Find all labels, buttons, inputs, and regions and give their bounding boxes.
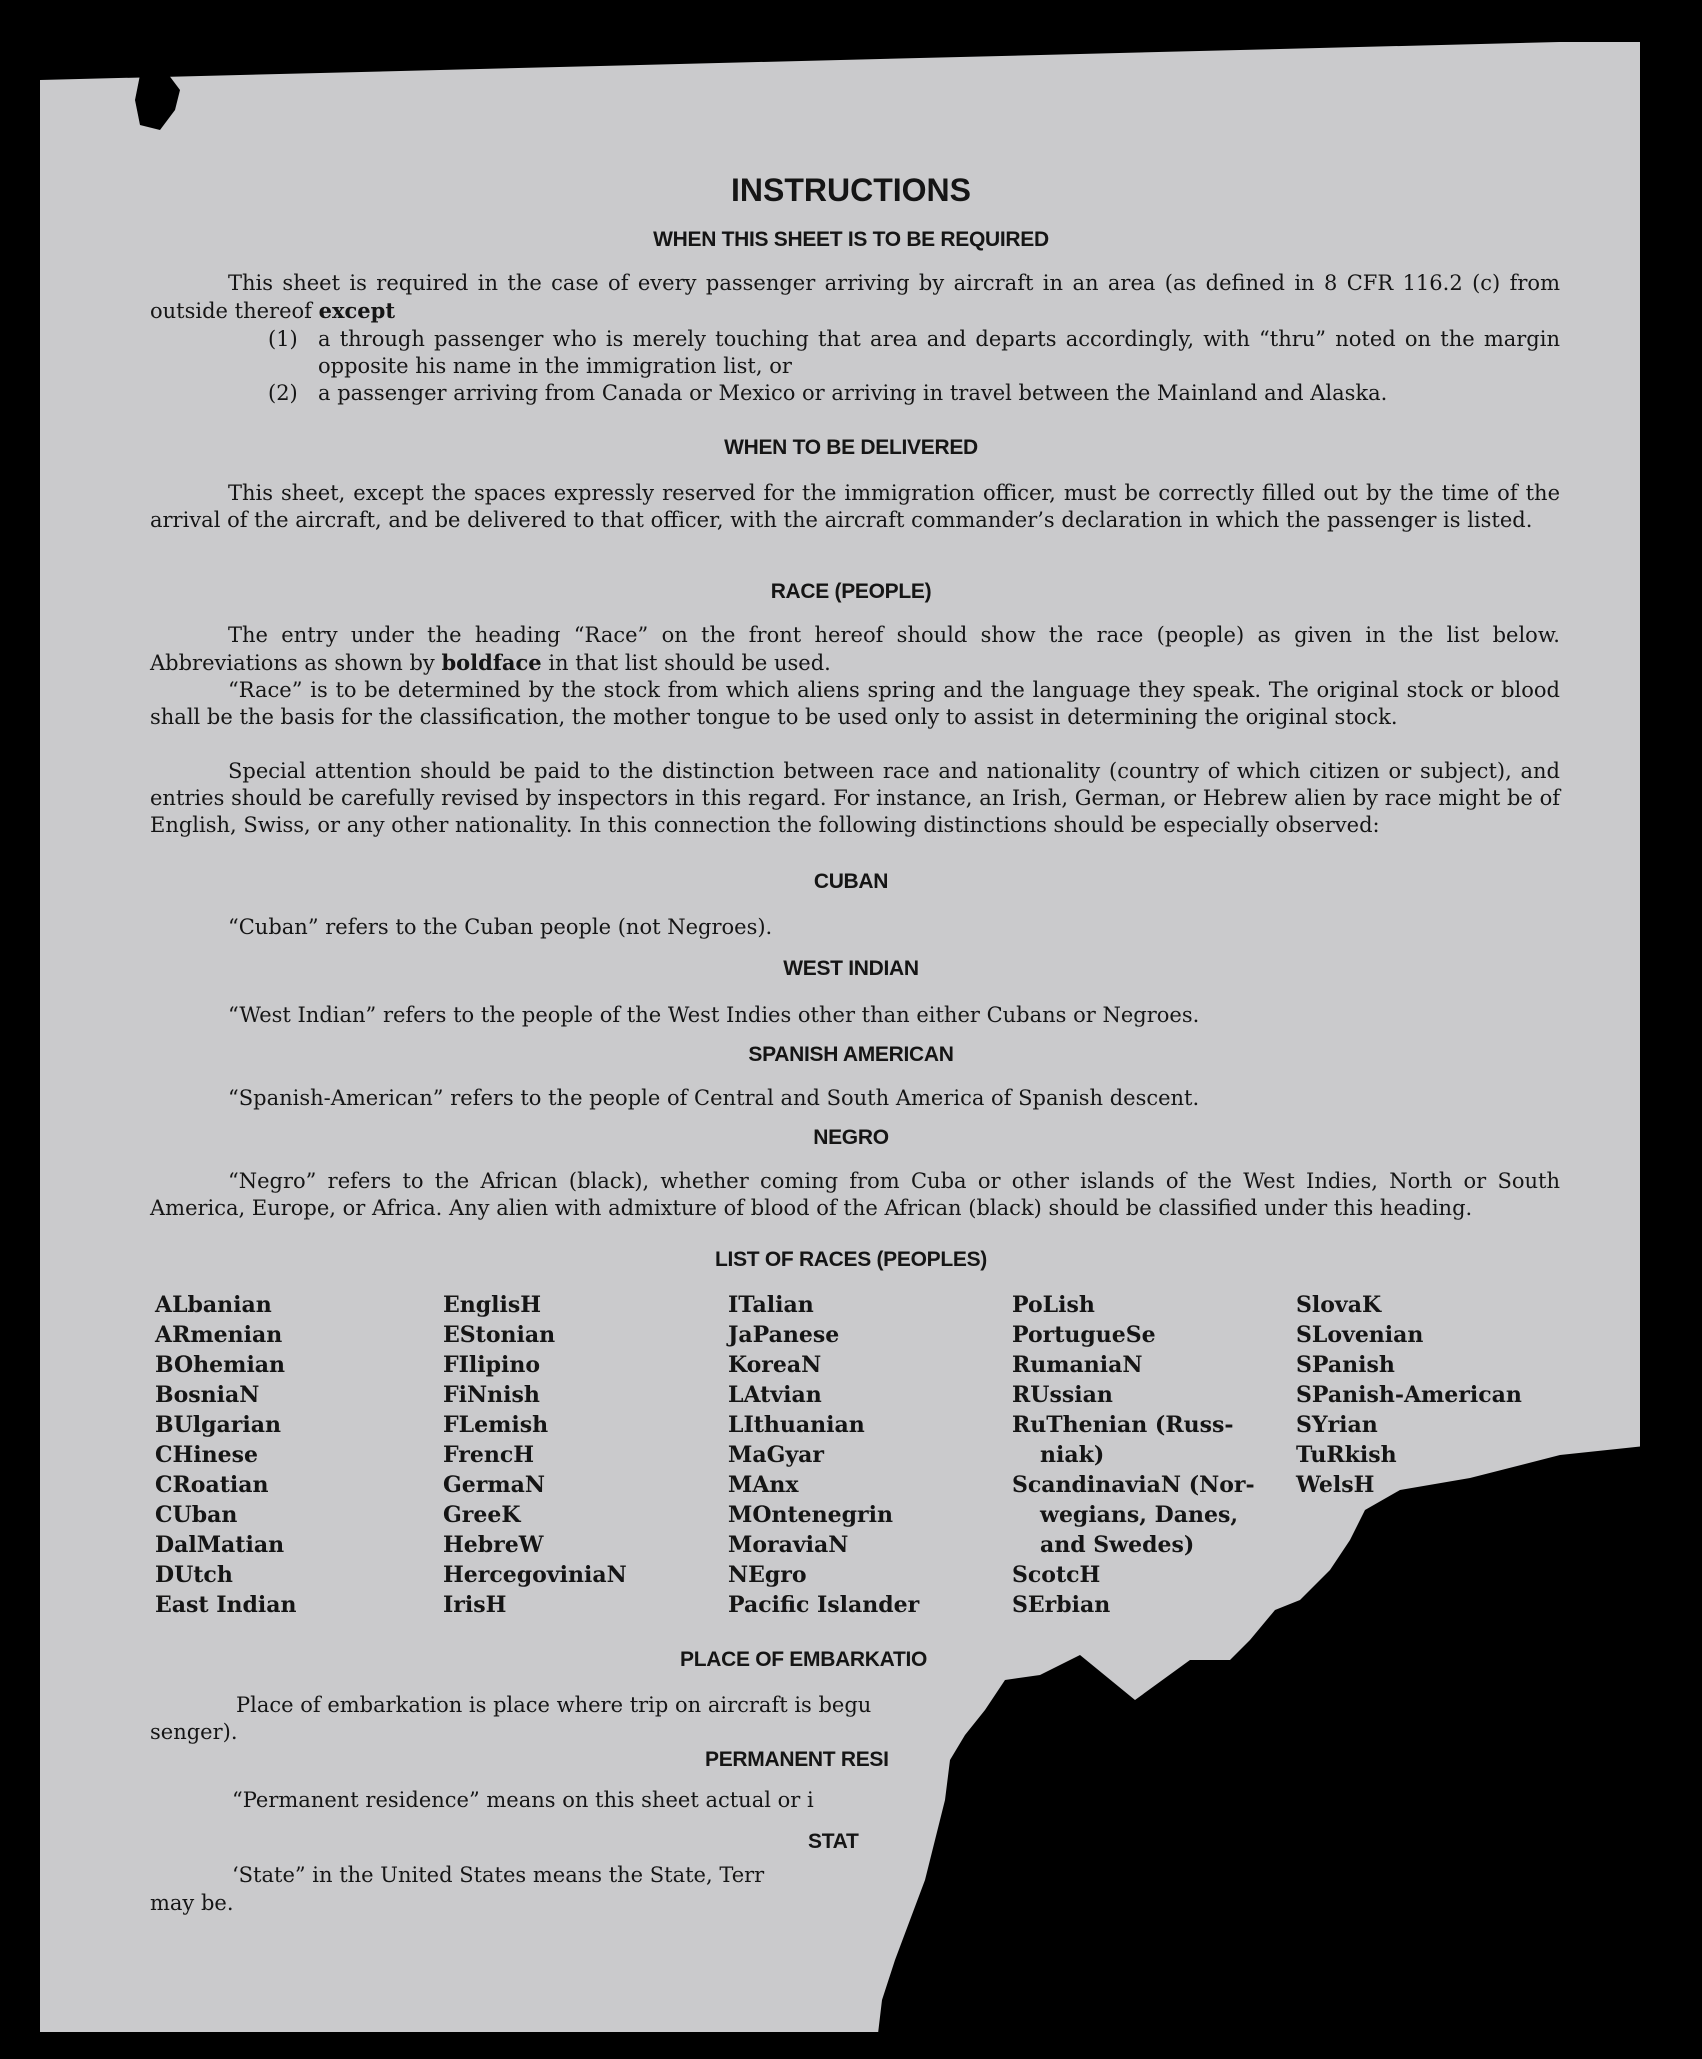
heading-cuban: CUBAN bbox=[813, 870, 889, 893]
heading-when-required: WHEN THIS SHEET IS TO BE REQUIRED bbox=[653, 228, 1049, 251]
heading-list-of-races: LIST OF RACES (PEOPLES) bbox=[715, 1248, 987, 1271]
race-entry: DUtch bbox=[155, 1562, 233, 1588]
race-entry: RUssian bbox=[1012, 1382, 1113, 1408]
race-entry: PoLish bbox=[1012, 1292, 1095, 1318]
race-entry: FiNnish bbox=[443, 1382, 540, 1408]
race-entry: ARmenian bbox=[155, 1322, 283, 1348]
heading-spanish-american: SPANISH AMERICAN bbox=[748, 1043, 954, 1066]
intro-text: This sheet is required in the case of every passenger arriving by aircraft in an area (as defined in 8 CFR 116.2 (c) from outside thereof bbox=[150, 271, 1560, 323]
para-embarkation-2: senger). bbox=[150, 1720, 238, 1744]
race-column-3 bbox=[728, 1290, 919, 1620]
para-state-2: may be. bbox=[150, 1891, 234, 1915]
race-entry: JaPanese bbox=[728, 1322, 840, 1348]
race-entry: WelsH bbox=[1296, 1472, 1375, 1498]
race-entry: niak) bbox=[1040, 1442, 1105, 1468]
race-entry: Pacific Islander bbox=[728, 1592, 920, 1618]
item1-num: (1) bbox=[268, 327, 298, 351]
race-entry: MAnx bbox=[728, 1472, 799, 1498]
race-entry: RuThenian (Russ- bbox=[1012, 1412, 1234, 1438]
race-entry: ALbanian bbox=[155, 1292, 272, 1318]
race-column-1 bbox=[155, 1290, 297, 1620]
heading-embarkation: PLACE OF EMBARKATIO bbox=[680, 1648, 928, 1671]
race-entry: IrisH bbox=[443, 1592, 507, 1618]
race-entry: SYrian bbox=[1296, 1412, 1378, 1438]
race-entry: ITalian bbox=[728, 1292, 814, 1318]
para-state-1: ‘State” in the United States means the State, Terr bbox=[232, 1863, 765, 1887]
race-entry: HebreW bbox=[443, 1532, 544, 1558]
race-entry: ScandinaviaN (Nor- bbox=[1012, 1472, 1255, 1498]
race-entry: EnglisH bbox=[443, 1292, 542, 1318]
race-column-5 bbox=[1296, 1290, 1522, 1500]
race-entry: TuRkish bbox=[1296, 1442, 1397, 1468]
race-entry: CHinese bbox=[155, 1442, 259, 1468]
heading-state: STAT bbox=[808, 1830, 859, 1853]
race-entry: DalMatian bbox=[155, 1532, 285, 1558]
race-entry: MOntenegrin bbox=[728, 1502, 893, 1528]
para-when-delivered: This sheet, except the spaces expressly reserved for the immigration officer, must be correctly filled out by the time of the arrival of the aircraft, and be delivered to that officer, with the aircraft commander’s declaration in which the passenger is listed. bbox=[150, 481, 1560, 532]
race-entry: and Swedes) bbox=[1040, 1532, 1195, 1558]
race-entry: LAtvian bbox=[728, 1382, 822, 1408]
race-entry: BosniaN bbox=[155, 1382, 260, 1408]
race-entry: LIthuanian bbox=[728, 1412, 865, 1438]
race-entry: wegians, Danes, bbox=[1040, 1502, 1238, 1528]
race-entry: FrencH bbox=[443, 1442, 534, 1468]
para-race-1 bbox=[150, 622, 1560, 677]
race-p1a: The entry under the heading “Race” on the front hereof should show the race (people) as given in the list below. Abbreviations as shown by bbox=[150, 623, 1560, 675]
race-entry: FIlipino bbox=[443, 1352, 541, 1378]
race-entry: RumaniaN bbox=[1012, 1352, 1143, 1378]
para-west-indian: “West Indian” refers to the people of the West Indies other than either Cubans or Negroes. bbox=[228, 1003, 1200, 1027]
race-entry: KoreaN bbox=[728, 1352, 822, 1378]
race-entry: CRoatian bbox=[155, 1472, 269, 1498]
para-race-2: “Race” is to be determined by the stock from which aliens spring and the language they speak. The original stock or blood shall be the basis for the classification, the mother tongue to be used only to assist in determining the original stock. bbox=[150, 678, 1560, 729]
heading-residence: PERMANENT RESI bbox=[705, 1748, 889, 1771]
race-entry: MoraviaN bbox=[728, 1532, 849, 1558]
race-entry: BOhemian bbox=[155, 1352, 286, 1378]
race-entry: SErbian bbox=[1012, 1592, 1111, 1618]
race-column-2 bbox=[443, 1290, 627, 1620]
heading-negro: NEGRO bbox=[813, 1126, 889, 1149]
race-entry: MaGyar bbox=[728, 1442, 825, 1468]
para-embarkation-1: Place of embarkation is place where trip on aircraft is begu bbox=[236, 1693, 872, 1717]
race-entry: BUlgarian bbox=[155, 1412, 281, 1438]
page-title: INSTRUCTIONS bbox=[731, 172, 971, 208]
race-entry: FLemish bbox=[443, 1412, 549, 1438]
heading-when-delivered: WHEN TO BE DELIVERED bbox=[724, 436, 978, 459]
para-spanish-american: “Spanish-American” refers to the people of Central and South America of Spanish descent. bbox=[228, 1086, 1200, 1110]
race-entry: SPanish bbox=[1296, 1352, 1395, 1378]
para-residence: “Permanent residence” means on this sheet actual or i bbox=[232, 1788, 814, 1812]
race-entry: SLovenian bbox=[1296, 1322, 1424, 1348]
race-column-4 bbox=[1012, 1290, 1255, 1620]
race-entry: NEgro bbox=[728, 1562, 807, 1588]
race-entry: ScotcH bbox=[1012, 1562, 1101, 1588]
race-entry: HercegoviniaN bbox=[443, 1562, 627, 1588]
item1-text: a through passenger who is merely touching that area and departs accordingly, with “thru” noted on the margin opposite his name in the immigration list, or bbox=[318, 327, 1560, 378]
item2-text: a passenger arriving from Canada or Mexico or arriving in travel between the Mainland and Alaska. bbox=[318, 381, 1388, 405]
race-entry: EStonian bbox=[443, 1322, 556, 1348]
race-p1-bold: boldface bbox=[441, 650, 542, 675]
race-entry: CUban bbox=[155, 1502, 238, 1528]
intro-bold: except bbox=[318, 298, 396, 323]
race-entry: SlovaK bbox=[1296, 1292, 1382, 1318]
race-entry: GreeK bbox=[443, 1502, 521, 1528]
race-entry: GermaN bbox=[443, 1472, 546, 1498]
item2-num: (2) bbox=[268, 381, 298, 405]
heading-race: RACE (PEOPLE) bbox=[770, 580, 932, 603]
heading-west-indian: WEST INDIAN bbox=[783, 957, 919, 980]
race-p1b: in that list should be used. bbox=[548, 651, 831, 675]
race-entry: PortugueSe bbox=[1012, 1322, 1156, 1348]
para-negro: “Negro” refers to the African (black), whether coming from Cuba or other islands of the West Indies, North or South America, Europe, or Africa. Any alien with admixture of blood of the African (black) should be classified under this heading. bbox=[150, 1169, 1560, 1220]
race-entry: East Indian bbox=[155, 1592, 297, 1618]
para-race-3: Special attention should be paid to the distinction between race and nationality (country of which citizen or subject), and entries should be carefully revised by inspectors in this regard. For instance, an Irish, German, or Hebrew alien by race might be of English, Swiss, or any other nationality. In this connection the following distinctions should be especially observed: bbox=[150, 759, 1560, 837]
race-entry: SPanish-American bbox=[1296, 1382, 1522, 1408]
para-cuban: “Cuban” refers to the Cuban people (not Negroes). bbox=[228, 915, 773, 939]
para-when-required bbox=[150, 270, 1560, 325]
